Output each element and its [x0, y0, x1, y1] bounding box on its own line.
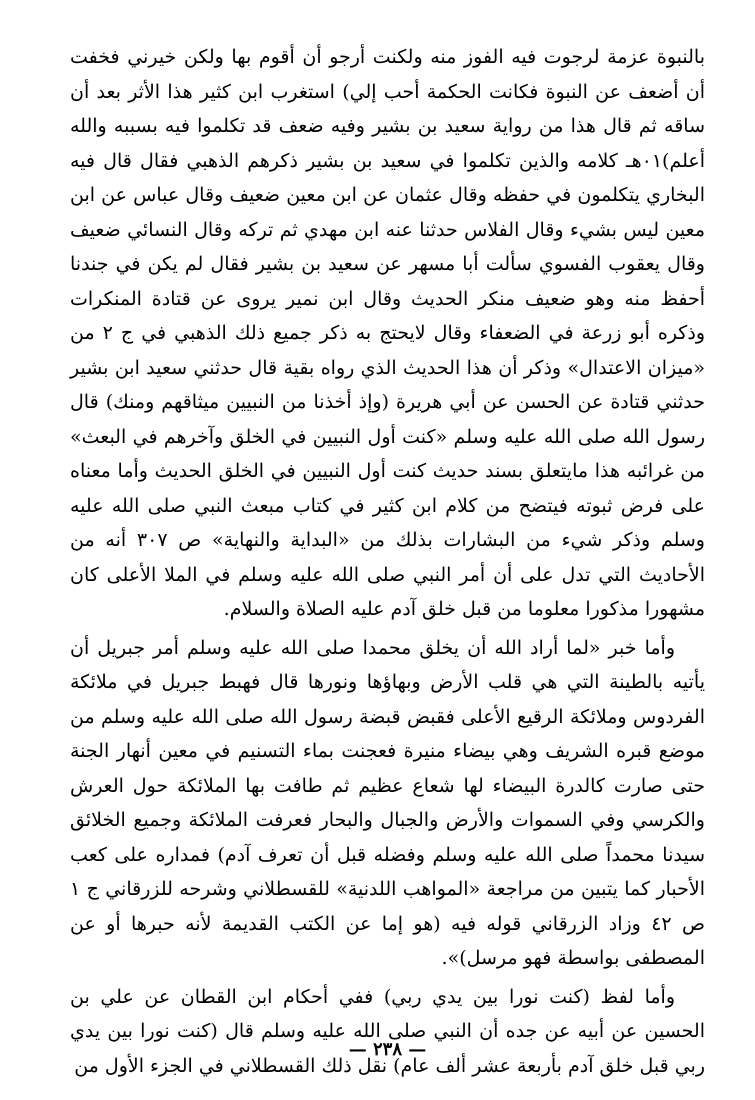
paragraph-3: وأما لفظ (كنت نورا بين يدي ربي) ففي أحكام ابن القطان عن علي بن الحسين عن أبيه عن جده أن النبي صلى الله عليه وسلم قال (كنت نورا بين يدي ربي قبل خلق آدم بأربعة عشر ألف عام) نقل ذلك القسطلاني في الجزء الأول من	[70, 985, 705, 1077]
page-number: — ٢٣٨ —	[348, 1039, 427, 1060]
paragraph-1: بالنبوة عزمة لرجوت فيه الفوز منه ولكنت أرجو أن أقوم بها ولكن خيرني فخفت أن أضعف عن النبوة فكانت الحكمة أحب إلي) استغرب ابن كثير هذا الأثر بعد أن ساقه ثم قال هذا من رواية سعيد بن بشير وفيه ضعف قد تكلموا فيه بسببه والله أعلم)٠١هـ كلامه والذين تكلموا في سعيد بن بشير ذكرهم الذهبي فقال قال فيه البخاري يتكلمون في حفظه وقال عثمان عن ابن معين ضعيف وقال عباس عن ابن معين ليس بشيء وقال الفلاس حدثنا عنه ابن مهدي ثم تركه وقال النسائي ضعيف وقال يعقوب الفسوي سألت أبا مسهر عن سعيد بن بشير فقال لم يكن في جندنا أحفظ منه وهو ضعيف منكر الحديث وقال ابن نمير يروى عن قتادة المنكرات وذكره أبو زرعة في الضعفاء وقال لايحتج به ذكر جميع ذلك الذهبي في ج ٢ من «ميزان الاعتدال» وذكر أن هذا الحديث الذي رواه بقية قال حدثني سعيد ابن بشير حدثني قتادة عن الحسن عن أبي هريرة (وإذ أخذنا من النبيين ميثاقهم ومنك) قال رسول الله صلى الله عليه وسلم «كنت أول النبيين في الخلق وآخرهم في البعث» من غرائبه هذا مايتعلق بسند حديث كنت أول النبيين في الخلق الحديث وأما معناه على فرض ثبوته فيتضح من كلام ابن كثير في كتاب مبعث النبي صلى الله عليه وسلم وذكر شيء من البشارات بذلك من «البداية والنهاية» ص ٣٠٧ أنه من الأحاديث التي تدل على أن أمر النبي صلى الله عليه وسلم في الملا الأعلى كان مشهورا مذكورا معلوما من قبل خلق آدم عليه الصلاة والسلام.	[70, 46, 705, 620]
document-page	[70, 40, 705, 1077]
paragraph-2: وأما خبر «لما أراد الله أن يخلق محمدا صلى الله عليه وسلم أمر جبريل أن يأتيه بالطينة التي هي قلب الأرض وبهاؤها ونورها قال فهبط جبريل في ملائكة الفردوس وملائكة الرقيع الأعلى فقبض قبضة رسول الله صلى الله عليه وسلم من موضع قبره الشريف وهي بيضاء منيرة فعجنت بماء التسنيم في معين أنهار الجنة حتى صارت كالدرة البيضاء لها شعاع عظيم ثم طافت بها الملائكة حول العرش والكرسي وفي السموات والأرض والجبال والبحار فعرفت الملائكة وجميع الخلائق سيدنا محمداً صلى الله عليه وسلم وفضله قبل أن تعرف آدم) فمداره على كعب الأحبار كما يتبين من مراجعة «المواهب اللدنية» للقسطلاني وشرحه للزرقاني ج ١ ص ٤٢ وزاد الزرقاني قوله فيه (هو إما عن الكتب القديمة لأنه حبرها أو عن المصطفى بواسطة فهو مرسل)».	[70, 636, 705, 969]
